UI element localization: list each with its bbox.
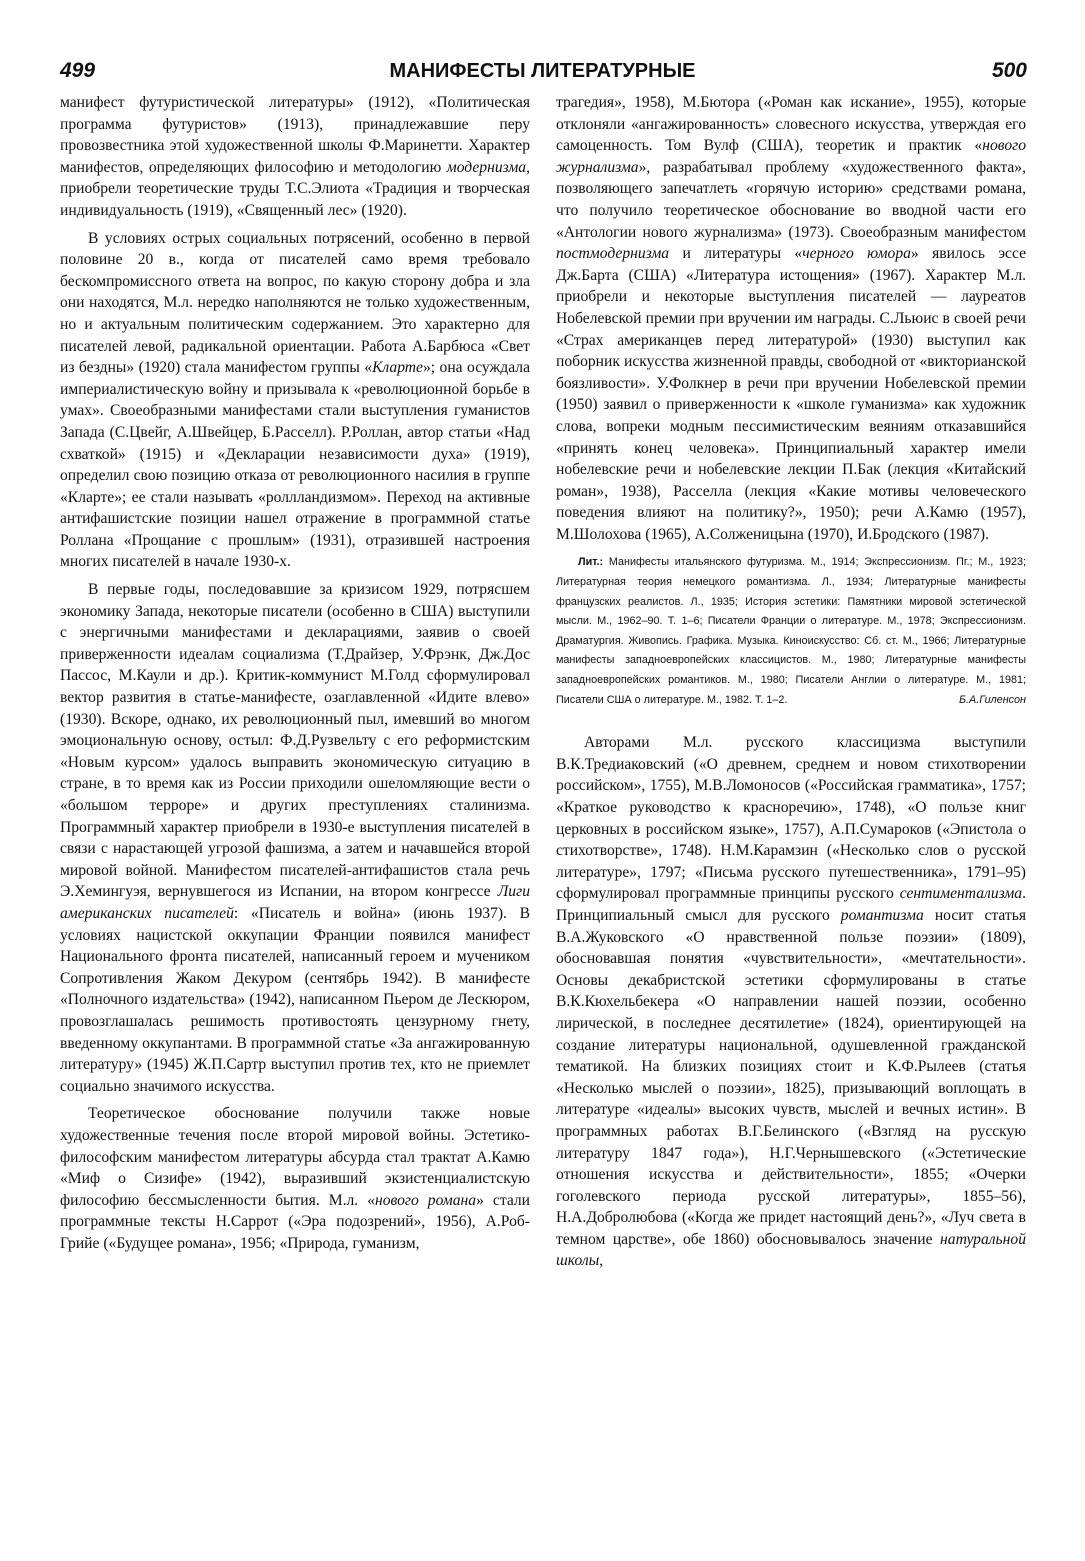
italic-term: сентиментализма — [899, 885, 1023, 903]
text-run: », разрабатывал проблему «художественного факта», позволяющего запечатлеть «горячую историю» средствами романа, что получило теоретическое обоснование во вводной части его «Антологии нового журнализма» (1973). Своеобразным манифестом — [556, 158, 1026, 241]
text-run: Авторами М.л. русского классицизма выступили В.К.Тредиаковский («О древнем, среднем и новом стихотворении российском», 1755), М.В.Ломоносов («Российская грамматика», 1757; «Краткое руководство к красноречию», 1748), «О пользе книг церковных в российском языке», 1757), А.П.Сумароков («Эпистола о стихотворстве», 1748). Н.М.Карамзин («Несколько слов о русской литературе», 1797; «Письма русского путешественника», 1791–95) сформулировал программные принципы русского — [556, 734, 1026, 903]
text-run: В первые годы, последовавшие за кризисом 1929, потрясшем экономику Запада, некоторые писатели (особенно в США) выступили с энергичными манифестами и декларациями, заявив о своей приверженности идеалам социализма (Т.Драйзер, У.Фрэнк, Дж.Дос Пассос, М.Каули и др.). Критик-коммунист М.Голд сформулировал вектор развития в статье-манифесте, озаглавленной «Идите влево» (1930). Вскоре, однако, их революционный пыл, имевший во многом эмоциональную основу, остыл: Ф.Д.Рузвельту с его реформистским «Новым курсом» удалось выправить экономическую ситуацию в стране, в то время как из России приходили ошеломляющие вести о «большом терроре» и других преступлениях сталинизма. Программный характер приобрели в 1930-е выступления писателей в связи с нарастающей угрозой фашизма, а затем и начавшейся второй мировой войной. Манифестом писателей-антифашистов стала речь Э.Хемингуэя, вернувшегося из Испании, на втором конгрессе — [60, 581, 530, 901]
paragraph — [60, 228, 530, 574]
left-column — [60, 92, 530, 1254]
right-column — [556, 92, 1026, 1272]
italic-term: Лиги американских писателей — [60, 883, 530, 922]
italic-term: Кларте — [372, 359, 423, 377]
italic-term: постмодернизма — [556, 245, 670, 263]
text-run: » явилось эссе Дж.Барта (США) «Литература истощения» (1967). Характер М.л. приобрели и некоторые выступления писателей — лауреатов Нобелевской премии при вручении им награды. С.Льюис в своей речи «Страх американцев перед литературой» (1930) выступил как поборник искусства жизненной правды, свободной от «викторианской боязливости». У.Фолкнер в речи при вручении Нобелевской премии (1950) заявил о приверженности к «школе гуманизма» как художник слова, вопреки модным пессимистическим веяниям отказавшийся «принять конец человека». Принципиальный характер имели нобелевские речи и нобелевские лекции П.Бак (лекция «Китайский роман», 1938), Расселла (лекция «Какие мотивы человеческого поведения влияют на политику?», 1950); речи А.Камю (1957), М.Шолохова (1965), А.Солженицына (1970), И.Бродского (1987). — [556, 245, 1026, 543]
literature-block — [556, 553, 1026, 710]
text-run: : «Писатель и война» (июнь 1937). В условиях нацистской оккупации Франции появился манифест Национального фронта писателей, написанный героем и мучеником Сопротивления Жаком Декуром (сентябрь 1942). В манифесте «Полночного издательства» (1942), написанном Пьером де Лескюром, провозглашалась решимость противостоять цензурному гнету, введенному оккупантами. В программной статье «За ангажированную литературу» (1945) Ж.П.Сартр выступил против тех, кто не приемлет социально значимого искусства. — [60, 904, 530, 1095]
paragraph — [60, 579, 530, 1097]
paragraph — [60, 92, 530, 222]
text-run: и литературы « — [669, 245, 803, 263]
text-run: , приобрели теоретические труды Т.С.Элиота «Традиция и творческая индивидуальность (1919), «Священный лес» (1920). — [60, 158, 530, 219]
italic-term: нового журнализма — [556, 137, 1026, 176]
page-number-left: 499 — [60, 59, 96, 82]
literature-label: Лит.: — [578, 556, 604, 569]
running-head-title: МАНИФЕСТЫ ЛИТЕРАТУРНЫЕ — [389, 60, 696, 82]
text-run: трагедия», 1958), М.Бютора («Роман как искание», 1955), которые отклоняли «ангажированность» словесного искусства, утверждая его самоценность. Том Вулф (США), теоретик и практик « — [556, 94, 1026, 155]
text-run: манифест футуристической литературы» (1912), «Политическая программа футуристов» (1913), принадлежавшие перу провозвестника этой художественной школы Ф.Маринетти. Характер манифестов, определяющих философию и методологию — [60, 94, 530, 176]
text-run: , — [599, 1252, 604, 1270]
paragraph — [60, 1103, 530, 1254]
right-column-top — [556, 92, 1026, 545]
text-run: В условиях острых социальных потрясений, особенно в первой половине 20 в., когда от писателей само время требовало бескомпромиссного ответа на вопрос, по какую сторону добра и зла они находятся, М.л. нередко наполняются не только художественным, но и актуальным политическим содержанием. Это характерно для писателей левой, радикальной ориентации. Работа А.Барбюса «Свет из бездны» (1920) стала манифестом группы « — [60, 229, 530, 377]
paragraph — [556, 732, 1026, 1272]
text-run: . Принципиальный смысл для русского — [556, 885, 1026, 924]
italic-term: нового романа — [375, 1191, 477, 1209]
paragraph — [556, 92, 1026, 545]
right-column-bottom — [556, 732, 1026, 1272]
italic-term: натуральной школы — [556, 1230, 1026, 1270]
text-run: носит статья В.А.Жуковского «О нравственной пользе поэзии» (1809), обосновавшая понятия «чувствительности», «мечтательности». Основы декабристской эстетики сформулированы в статье В.К.Кюхельбекера «О направлении нашей поэзии, особенно лирической, в последнее десятилетие» (1824), ориентирующей на создание литературы национальной, одушевленной гражданской тематикой. На близких позициях стоит и К.Ф.Рылеев (статья «Несколько мыслей о поэзии», 1825), призывающий воплощать в литературе «идеалы» высоких чувств, мыслей и вечных истин». В программных работах В.Г.Белинского («Взгляд на русскую литературу 1847 года»), Н.Г.Чернышевского («Эстетические отношения искусства и действительности», 1855; «Очерки гоголевского периода русской литературы», 1855–56), Н.А.Добролюбова («Когда же придет настоящий день?», «Луч света в темном царстве», обе 1860) обосновывалось значение — [556, 906, 1026, 1248]
text-run: » стали программные тексты Н.Саррот («Эра подозрений», 1956), А.Роб-Грийе («Будущее романа», 1956; «Природа, гуманизм, — [60, 1191, 531, 1252]
text-run: Теоретическое обоснование получили также новые художественные течения после второй мировой войны. Эстетико-философским манифестом литературы абсурда стал трактат А.Камю «Миф о Сизифе» (1942), выразивший экзистенциалистскую философию бессмысленности бытия. М.л. « — [60, 1105, 530, 1209]
page-header — [0, 58, 1085, 88]
italic-term: романтизма — [840, 906, 924, 924]
literature-text: Манифесты итальянского футуризма. М., 1914; Экспрессионизм. Пг.; М., 1923; Литературная теория немецкого романтизма. Л., 1934; Литературные манифесты французских реалистов. Л., 1935; История эстетики: Памятники мировой эстетической мысли. М., 1962–90. Т. 1–6; Писатели Франции о литературе. М., 1978; Экспрессионизм. Драматургия. Живопись. Графика. Музыка. Киноискусство: Сб. ст. М., 1966; Литературные манифесты западноевропейских классицистов. М., 1980; Литературные манифесты западноевропейских романтиков. М., 1980; Писатели Англии о литературе. М., 1981; Писатели США о литературе. М., 1982. Т. 1–2. — [556, 556, 1026, 706]
literature-author: Б.А.Гиленсон — [958, 693, 1026, 706]
italic-term: модернизма — [446, 158, 527, 176]
page-number-right: 500 — [991, 59, 1027, 82]
section-gap — [556, 710, 1026, 732]
text-run: »; она осуждала империалистическую войну и призывала к «революционной борьбе в умах». Своеобразными манифестами стали выступления гуманистов Запада (С.Цвейг, А.Швейцер, Б.Расселл). Р.Роллан, автор статьи «Над схваткой» (1915) и «Декларации независимости духа» (1919), определил свою позицию отказа от революционного насилия в группе «Кларте»; ее стали называть «роллландизмом». Переход на активные антифашистские позиции нашел отражение в программной статье Роллана «Прощание с прошлым» (1931), отразившей настроения многих писателей в начале 1930-х. — [60, 359, 530, 571]
italic-term: черного юмора — [802, 245, 911, 263]
